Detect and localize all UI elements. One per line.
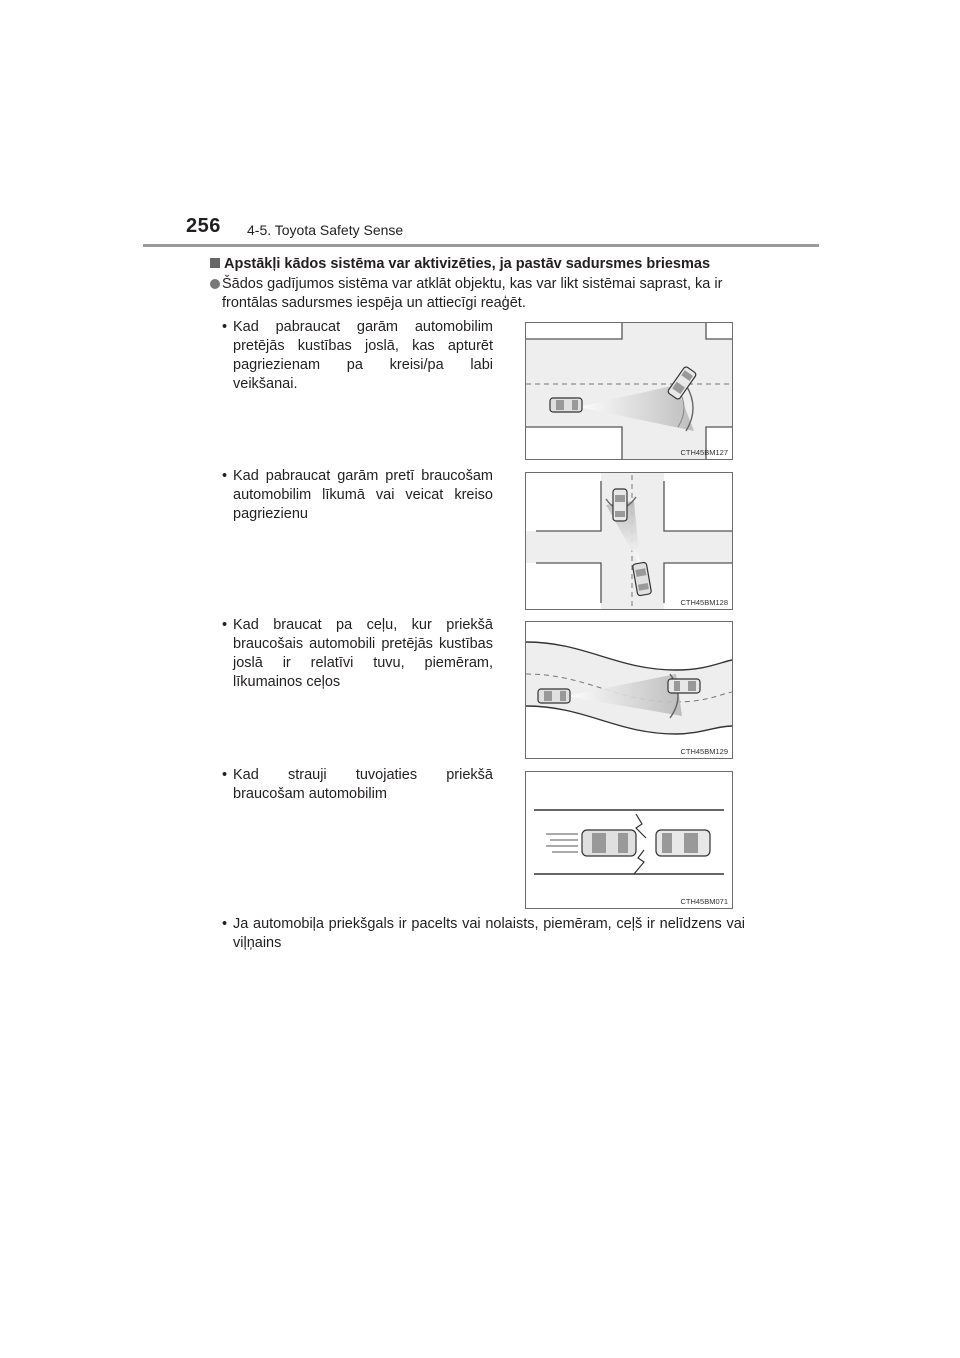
bullet: • bbox=[222, 916, 228, 932]
heading-text: Apstākļi kādos sistēma var aktivizēties, ja pastāv sadursmes briesmas bbox=[224, 256, 711, 272]
intro-paragraph bbox=[222, 275, 750, 313]
figure-code: CTH45BM129 bbox=[680, 747, 728, 756]
circle-bullet-icon bbox=[210, 279, 220, 289]
list-item bbox=[222, 915, 745, 953]
bullet: • bbox=[222, 319, 228, 335]
list-item bbox=[222, 467, 493, 524]
list-item-text: Kad braucat pa ceļu, kur priekšā braucošais automobili pretējās kustības joslā ir relatīvi tuvu, piemēram, līkumainos ceļos bbox=[233, 617, 493, 690]
page-number: 256 bbox=[186, 215, 221, 237]
figure-passing-stopped-car bbox=[525, 322, 733, 460]
figure-approaching-car-ahead bbox=[525, 771, 733, 909]
list-item bbox=[222, 318, 493, 394]
intro-text: Šādos gadījumos sistēma var atklāt objektu, kas var likt sistēmai saprast, ka ir frontālas sadursmes iespēja un attiecīgi reaģēt. bbox=[222, 276, 723, 311]
figure-oncoming-car-turn bbox=[525, 472, 733, 610]
list-item-text: Kad strauji tuvojaties priekšā braucošam automobilim bbox=[233, 767, 493, 802]
list-item bbox=[222, 616, 493, 692]
figure-code: CTH45BM127 bbox=[680, 448, 728, 457]
bullet: • bbox=[222, 468, 228, 484]
header-rule bbox=[143, 244, 819, 247]
figure-code: CTH45BM128 bbox=[680, 598, 728, 607]
figure-winding-road bbox=[525, 621, 733, 759]
list-item-text: Kad pabraucat garām pretī braucošam automobilim līkumā vai veicat kreiso pagriezienu bbox=[233, 468, 493, 522]
figure-code: CTH45BM071 bbox=[680, 897, 728, 906]
list-item bbox=[222, 766, 493, 804]
bullet: • bbox=[222, 767, 228, 783]
list-item-text: Kad pabraucat garām automobilim pretējās kustības joslā, kas apturēt pagriezienam pa kreisi/pa labi veikšanai. bbox=[233, 319, 493, 392]
bullet: • bbox=[222, 617, 228, 633]
heading-square-icon bbox=[210, 258, 220, 268]
list-item-text: Ja automobiļa priekšgals ir pacelts vai nolaists, piemēram, ceļš ir nelīdzens vai viļņains bbox=[233, 916, 745, 951]
section-title: 4-5. Toyota Safety Sense bbox=[247, 222, 404, 238]
section-heading bbox=[210, 256, 710, 272]
